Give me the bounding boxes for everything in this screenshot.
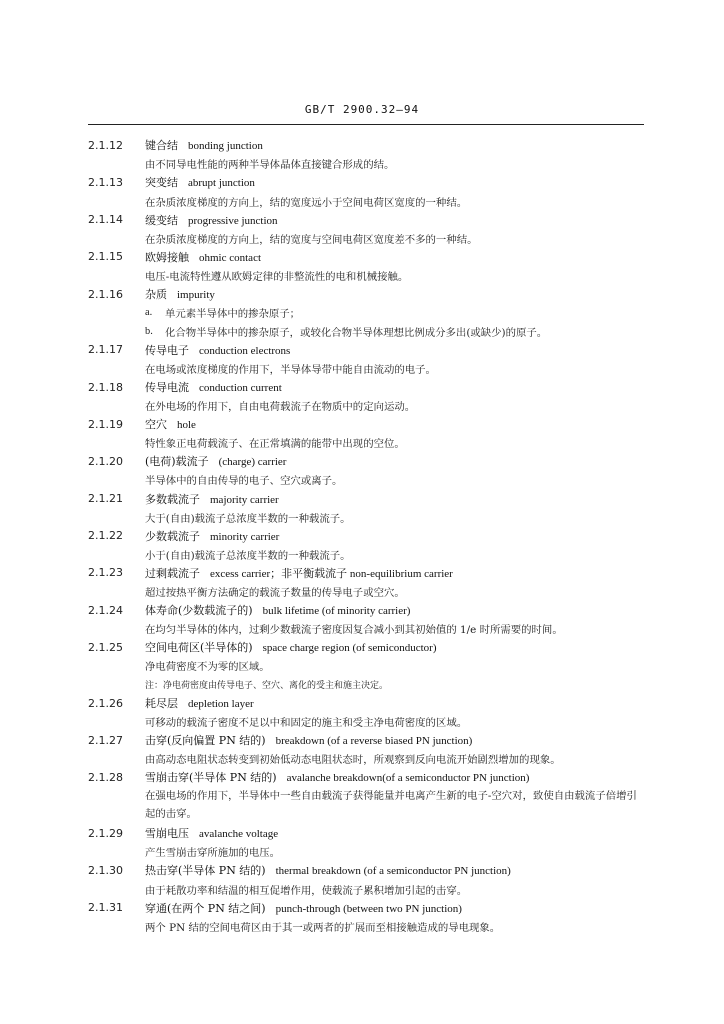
term-title — [145, 639, 436, 655]
term-definition: 产生雪崩击穿所施加的电压。 — [145, 847, 281, 860]
term-chinese: 耗尽层 — [145, 697, 178, 711]
definition-subitem — [88, 322, 658, 341]
term-heading — [88, 136, 658, 155]
term-chinese: 传导电流 — [145, 381, 189, 395]
term-heading — [88, 415, 658, 434]
term-definition: 净电荷密度不为零的区域。 — [145, 661, 270, 674]
clause-number: 2.1.19 — [88, 417, 123, 431]
term-definition: 在外电场的作用下，自由电荷载流子在物质中的定向运动。 — [145, 401, 416, 414]
term-definition: 在电场或浓度梯度的作用下，半导体导带中能自由流动的电子。 — [145, 363, 436, 376]
clause-number: 2.1.31 — [88, 901, 123, 915]
term-definition: 由不同导电性能的两种半导体晶体直接键合形成的结。 — [145, 159, 395, 172]
term-chinese: 突变结 — [145, 176, 178, 190]
term-title — [145, 602, 410, 618]
term-heading — [88, 638, 658, 657]
clause-number: 2.1.12 — [88, 138, 123, 152]
term-definition: 半导体中的自由传导的电子、空穴或离子。 — [145, 475, 343, 488]
term-chinese: 少数载流子 — [145, 529, 200, 543]
term-heading — [88, 341, 658, 360]
term-definition: 超过按热平衡方法确定的载流子数量的传导电子或空穴。 — [145, 587, 405, 600]
term-english: abrupt junction — [188, 177, 255, 190]
entry-list — [88, 136, 658, 936]
term-title — [145, 862, 511, 878]
term-english: space charge region (of semiconductor) — [262, 642, 437, 655]
term-chinese: 欧姆接触 — [145, 250, 189, 264]
term-chinese: 传导电子 — [145, 343, 189, 357]
term-chinese: 体寿命(少数载流子的) — [145, 604, 253, 618]
term-entry — [88, 489, 658, 526]
term-title — [145, 416, 196, 432]
term-heading — [88, 210, 658, 229]
term-definition: 电压-电流特性遵从欧姆定律的非整流性的电和机械接触。 — [145, 270, 409, 283]
term-title — [145, 565, 453, 581]
term-english: excess carrier；非平衡载流子 non-equilibrium carrier — [210, 567, 453, 580]
term-entry — [88, 768, 658, 824]
term-title — [145, 732, 472, 748]
term-title — [145, 286, 215, 302]
clause-number: 2.1.27 — [88, 733, 123, 747]
term-title — [145, 212, 278, 228]
term-heading — [88, 694, 658, 713]
clause-number: 2.1.23 — [88, 566, 123, 580]
term-title — [145, 528, 279, 544]
term-title — [145, 174, 255, 190]
term-title — [145, 769, 529, 785]
term-heading — [88, 526, 658, 545]
term-entry — [88, 731, 658, 768]
term-english: minority carrier — [210, 530, 280, 543]
clause-number: 2.1.20 — [88, 454, 123, 468]
term-title — [145, 900, 462, 916]
clause-number: 2.1.26 — [88, 696, 123, 710]
term-entry — [88, 824, 658, 861]
term-entry — [88, 248, 658, 285]
term-definition: 可移动的载流子密度不足以中和固定的施主和受主净电荷密度的区域。 — [145, 717, 468, 730]
term-heading — [88, 731, 658, 750]
term-definition: 由于耗散功率和结温的相互促增作用，使载流子累积增加引起的击穿。 — [145, 884, 468, 897]
term-entry — [88, 638, 658, 694]
term-english: bulk lifetime (of minority carrier) — [262, 605, 411, 618]
clause-number: 2.1.24 — [88, 603, 123, 617]
term-english: ohmic contact — [199, 251, 262, 264]
term-title — [145, 137, 263, 153]
term-entry — [88, 601, 658, 638]
term-chinese: 杂质 — [145, 288, 167, 302]
term-entry — [88, 452, 658, 489]
term-entry — [88, 694, 658, 731]
term-definition: 特性象正电荷载流子、在正常填满的能带中出现的空位。 — [145, 438, 405, 451]
term-english: breakdown (of a reverse biased PN junction) — [275, 735, 473, 748]
term-english: progressive junction — [188, 214, 278, 227]
term-english: punch-through (between two PN junction) — [275, 902, 462, 915]
term-chinese: 雪崩电压 — [145, 827, 189, 841]
clause-number: 2.1.16 — [88, 287, 123, 301]
term-definition: 两个 PN 结的空间电荷区由于其一或两者的扩展而至相接触造成的导电现象。 — [145, 921, 501, 934]
term-definition: 在强电场的作用下，半导体中一些自由载流子获得能量并电离产生新的电子-空穴对，致使自由载流子倍增引起的击穿。 — [145, 789, 637, 821]
term-chinese: 空间电荷区(半导体的) — [145, 641, 253, 655]
term-chinese: 缓变结 — [145, 213, 178, 227]
term-heading — [88, 489, 658, 508]
term-english: hole — [177, 419, 196, 432]
term-english: avalanche voltage — [199, 828, 279, 841]
clause-number: 2.1.28 — [88, 770, 123, 784]
clause-number: 2.1.15 — [88, 250, 123, 264]
term-english: avalanche breakdown(of a semiconductor PN junction) — [286, 772, 530, 785]
term-definition: 由高动态电阻状态转变到初始低动态电阻状态时，所观察到反向电流开始剧烈增加的现象。 — [145, 754, 561, 767]
term-chinese: 穿通(在两个 PN 结之间) — [145, 901, 266, 915]
term-heading — [88, 173, 658, 192]
term-heading — [88, 285, 658, 304]
term-entry — [88, 378, 658, 415]
term-entry — [88, 136, 658, 173]
term-chinese: 空穴 — [145, 418, 167, 432]
term-heading — [88, 564, 658, 583]
term-title — [145, 491, 279, 507]
term-english: depletion layer — [188, 698, 254, 711]
term-chinese: (电荷)载流子 — [145, 455, 209, 469]
term-english: thermal breakdown (of a semiconductor PN junction) — [275, 865, 511, 878]
header-rule — [88, 124, 644, 125]
term-entry — [88, 210, 658, 247]
term-title — [145, 695, 254, 711]
term-entry — [88, 564, 658, 601]
term-chinese: 雪崩击穿(半导体 PN 结的) — [145, 771, 277, 785]
subitem-label: b. — [145, 325, 153, 337]
clause-number: 2.1.25 — [88, 640, 123, 654]
term-heading — [88, 824, 658, 843]
term-heading — [88, 378, 658, 397]
clause-number: 2.1.30 — [88, 863, 123, 877]
clause-number: 2.1.14 — [88, 213, 123, 227]
term-chinese: 键合结 — [145, 139, 178, 153]
term-english: majority carrier — [210, 493, 279, 506]
subitem-text: 化合物半导体中的掺杂原子，或较化合物半导体理想比例成分多出(或缺少)的原子。 — [165, 326, 548, 339]
term-entry — [88, 861, 658, 898]
term-title — [145, 379, 282, 395]
term-entry — [88, 415, 658, 452]
term-english: conduction electrons — [199, 344, 291, 357]
term-definition: 大于(自由)载流子总浓度半数的一种载流子。 — [145, 512, 351, 525]
term-definition: 在杂质浓度梯度的方向上，结的宽度与空间电荷区宽度差不多的一种结。 — [145, 233, 478, 246]
term-entry — [88, 173, 658, 210]
term-chinese: 多数载流子 — [145, 492, 200, 506]
term-english: conduction current — [199, 382, 282, 395]
term-title — [145, 453, 286, 469]
clause-number: 2.1.21 — [88, 492, 123, 506]
term-entry — [88, 341, 658, 378]
document-header: GB/T 2900.32—94 — [304, 103, 420, 116]
term-entry — [88, 285, 658, 341]
term-heading — [88, 248, 658, 267]
term-heading — [88, 768, 658, 787]
definition-subitem — [88, 303, 658, 322]
term-heading — [88, 601, 658, 620]
term-heading — [88, 898, 658, 917]
term-english: impurity — [177, 289, 215, 302]
clause-number: 2.1.13 — [88, 175, 123, 189]
term-english: (charge) carrier — [218, 456, 287, 469]
term-definition: 在杂质浓度梯度的方向上，结的宽度远小于空间电荷区宽度的一种结。 — [145, 196, 468, 209]
clause-number: 2.1.18 — [88, 380, 123, 394]
term-chinese: 过剩载流子 — [145, 566, 200, 580]
clause-number: 2.1.29 — [88, 826, 123, 840]
clause-number: 2.1.22 — [88, 529, 123, 543]
subitem-label: a. — [145, 307, 153, 319]
term-chinese: 击穿(反向偏置 PN 结的) — [145, 734, 266, 748]
term-title — [145, 342, 290, 358]
term-title — [145, 249, 261, 265]
term-heading — [88, 452, 658, 471]
term-heading — [88, 861, 658, 880]
definition-note: 注：净电荷密度由传导电子、空穴、离化的受主和施主决定。 — [145, 681, 389, 692]
subitem-text: 单元素半导体中的掺杂原子； — [165, 308, 301, 321]
term-chinese: 热击穿(半导体 PN 结的) — [145, 864, 266, 878]
term-title — [145, 825, 278, 841]
term-definition: 在均匀半导体的体内，过剩少数载流子密度因复合减小到其初始值的 1/e 时所需要的时间。 — [145, 624, 563, 637]
term-entry — [88, 526, 658, 563]
term-definition: 小于(自由)载流子总浓度半数的一种载流子。 — [145, 549, 351, 562]
term-entry — [88, 898, 658, 935]
term-english: bonding junction — [188, 140, 263, 153]
clause-number: 2.1.17 — [88, 343, 123, 357]
